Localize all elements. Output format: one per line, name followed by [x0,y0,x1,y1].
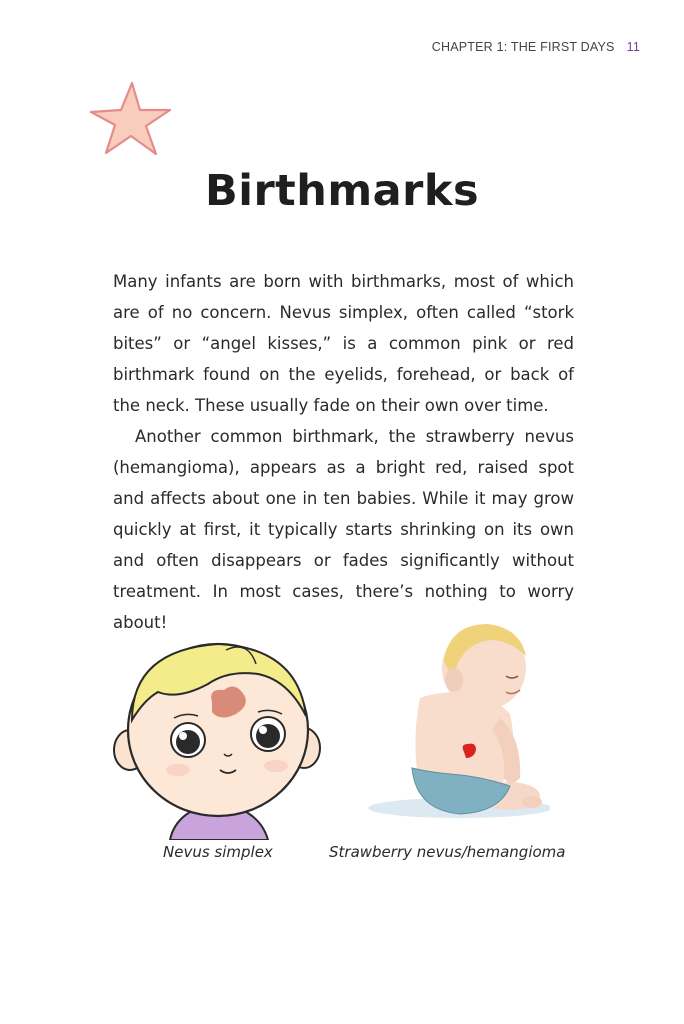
running-header [432,40,640,54]
chapter-title: CHAPTER 1: THE FIRST DAYS [431,40,615,54]
figure-caption: Strawberry nevus/hemangioma [329,843,566,861]
paragraph: Another common birthmark, the strawberry nevus (hemangioma), appears as a bright red, raised spot and affects about one in ten babies. While it may grow quickly at first, it typically starts shrinking on its own and often disappears or fades significantly without treatment. In most cases, there’s nothing to worry about! [113,427,574,632]
figure-caption: Nevus simplex [163,843,273,861]
paragraph: Many infants are born with birthmarks, most of which are of no concern. Nevus simplex, often called “stork bites” or “angel kisses,” is a common pink or red birthmark found on the eyelids, forehead, or back of the neck. These usually fade on their own over time. [113,272,574,415]
strawberry-nevus-illustration [360,618,550,823]
star-icon [88,80,172,158]
page-title: Birthmarks [204,166,480,216]
nevus-simplex-illustration [108,630,326,840]
body-text [113,266,574,638]
page-number: 11 [626,40,640,54]
